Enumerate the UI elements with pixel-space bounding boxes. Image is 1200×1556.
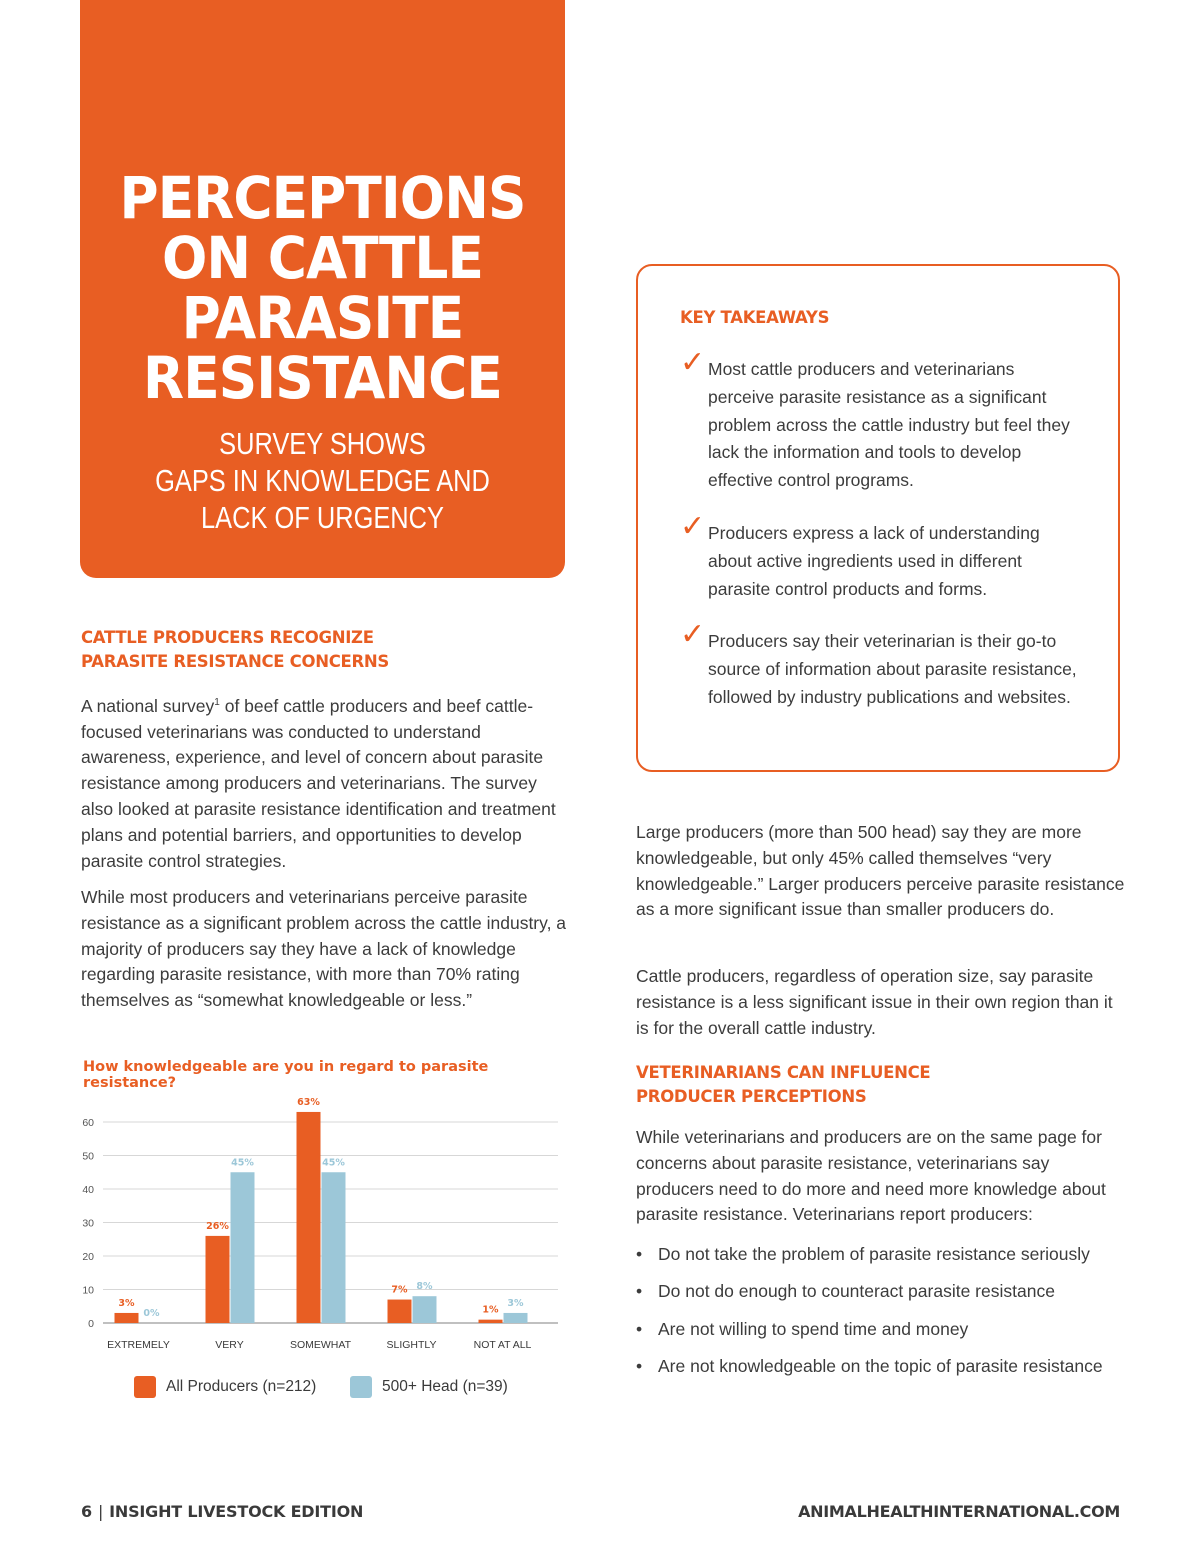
- list-item: [636, 1242, 1126, 1268]
- list-item: [636, 1317, 1126, 1343]
- data-label: 0%: [143, 1308, 160, 1319]
- section-heading-producers: [81, 626, 561, 674]
- y-tick-label: 0: [88, 1318, 94, 1330]
- list-item-text: Do not do enough to counteract parasite resistance: [658, 1281, 1055, 1302]
- bar: [322, 1172, 346, 1323]
- x-tick-label: SLIGHTLY: [386, 1339, 437, 1351]
- data-label: 1%: [482, 1304, 499, 1316]
- checkmark-icon: ✓: [680, 617, 706, 652]
- takeaway-text: Producers express a lack of understanding about active ingredients used in different parasite control products and forms.: [708, 523, 1040, 599]
- veterinarians-paragraph: While veterinarians and producers are on the same page for concerns about parasite resistance, veterinarians say producers need to do more and need more knowledge about parasite resistance. Veterinarians report producers:: [636, 1127, 1106, 1225]
- heading-line: PRODUCER PERCEPTIONS: [636, 1087, 867, 1106]
- bullet-icon: •: [636, 1244, 643, 1264]
- bullet-icon: •: [636, 1281, 643, 1302]
- bar: [388, 1300, 412, 1323]
- key-takeaways-title: KEY TAKEAWAYS: [680, 308, 830, 327]
- legend-swatch-orange: [134, 1376, 156, 1398]
- intro-text-rest: of beef cattle producers and beef cattle-focused veterinarians was conducted to understand awareness, experience, and level of concern about parasite resistance among producers and veterinarians. The survey also looked at parasite resistance identification and treatment plans and potential barriers, and opportunities to develop parasite control strategies.: [81, 695, 556, 871]
- bar: [504, 1313, 528, 1323]
- y-tick-label: 40: [82, 1184, 94, 1196]
- data-label: 3%: [118, 1297, 135, 1309]
- heading-line: VETERINARIANS CAN INFLUENCE: [636, 1063, 931, 1082]
- title-line: PERCEPTIONS: [119, 164, 526, 232]
- takeaway-text: Most cattle producers and veterinarians perceive parasite resistance as a significant problem across the cattle industry but feel they lack the information and tools to develop effective control programs.: [708, 359, 1070, 491]
- data-label: 45%: [231, 1157, 254, 1169]
- bullet-icon: •: [636, 1355, 643, 1376]
- large-producers-paragraph: Large producers (more than 500 head) say they are more knowledgeable, but only 45% called themselves “very knowledgeable.” Larger producers perceive parasite resistance as a more significant issue than smaller producers do.: [636, 822, 1125, 920]
- hero-banner: [80, 0, 565, 578]
- chart-title: How knowledgeable are you in regard to parasite resistance?: [83, 1059, 489, 1091]
- data-label: 3%: [507, 1297, 524, 1309]
- title-line: ON CATTLE: [161, 224, 484, 292]
- legend-swatch-blue: [350, 1376, 372, 1398]
- legend-label: 500+ Head (n=39): [382, 1378, 508, 1395]
- list-item-text: Are not willing to spend time and money: [658, 1318, 969, 1339]
- title-line: PARASITE: [181, 284, 464, 352]
- footer-publication: [81, 1502, 363, 1521]
- y-tick-label: 10: [82, 1284, 94, 1297]
- legend-item: [350, 1376, 508, 1398]
- page-subtitle: [124, 425, 522, 536]
- heading-line: PARASITE RESISTANCE CONCERNS: [81, 652, 390, 671]
- list-item: [636, 1354, 1126, 1380]
- data-label: 45%: [322, 1157, 345, 1169]
- checkmark-icon: ✓: [680, 509, 706, 544]
- region-paragraph: Cattle producers, regardless of operation size, say parasite resistance is a less significant issue in their own region than it is for the overall cattle industry.: [636, 966, 1113, 1038]
- bar: [206, 1236, 230, 1323]
- x-tick-label: EXTREMELY: [107, 1339, 170, 1351]
- list-item-text: Are not knowledgeable on the topic of parasite resistance: [658, 1355, 1103, 1376]
- takeaway-text: Producers say their veterinarian is their go-to source of information about parasite resistance, followed by industry publications and websites.: [708, 631, 1077, 707]
- heading-line: CATTLE PRODUCERS RECOGNIZE: [81, 628, 374, 647]
- footer-website: ANIMALHEALTHINTERNATIONAL.COM: [798, 1502, 1120, 1521]
- subtitle-line: LACK OF URGENCY: [201, 500, 444, 535]
- intro-text-start: A national survey: [81, 695, 215, 716]
- key-takeaways-box: [636, 264, 1120, 772]
- x-tick-label: NOT AT ALL: [473, 1339, 532, 1351]
- y-tick-label: 60: [82, 1117, 94, 1129]
- section-heading-veterinarians: [636, 1061, 1036, 1109]
- legend-item: [134, 1376, 316, 1398]
- footer-separator: |: [97, 1502, 104, 1521]
- page-title: [99, 164, 545, 412]
- x-tick-label: SOMEWHAT: [289, 1339, 352, 1351]
- data-label: 26%: [206, 1220, 229, 1232]
- list-item: [636, 1279, 1126, 1305]
- publication-name: INSIGHT LIVESTOCK EDITION: [109, 1502, 364, 1521]
- bar: [413, 1296, 437, 1323]
- bar: [479, 1320, 503, 1323]
- title-line: RESISTANCE: [143, 344, 502, 412]
- intro-paragraph: [81, 690, 567, 874]
- y-tick-label: 50: [82, 1150, 94, 1163]
- data-label: 63%: [297, 1096, 320, 1108]
- subtitle-line: GAPS IN KNOWLEDGE AND: [155, 463, 490, 498]
- page-number: 6: [81, 1502, 92, 1521]
- data-label: 8%: [416, 1281, 433, 1293]
- list-item-text: Do not take the problem of parasite resistance seriously: [658, 1244, 1090, 1264]
- subtitle-line: SURVEY SHOWS: [219, 426, 426, 461]
- bullet-icon: •: [636, 1318, 643, 1339]
- y-tick-label: 20: [82, 1251, 94, 1263]
- bar: [297, 1112, 321, 1323]
- chart-legend: [134, 1376, 554, 1400]
- footnote-marker: 1: [214, 697, 220, 708]
- x-tick-label: VERY: [215, 1339, 244, 1351]
- bar: [115, 1313, 139, 1323]
- bar: [231, 1172, 255, 1323]
- y-tick-label: 30: [82, 1217, 94, 1230]
- checkmark-icon: ✓: [680, 345, 706, 380]
- veterinarian-findings-list: [636, 1242, 1126, 1391]
- legend-label: All Producers (n=212): [166, 1378, 317, 1395]
- knowledge-bar-chart: [70, 1088, 570, 1358]
- knowledge-paragraph: While most producers and veterinarians perceive parasite resistance as a significant problem across the cattle industry, a majority of producers say they have a lack of knowledge regarding parasite resistance, with more than 70% rating themselves as “somewhat knowledgeable or less.”: [81, 887, 567, 1011]
- data-label: 7%: [391, 1284, 408, 1296]
